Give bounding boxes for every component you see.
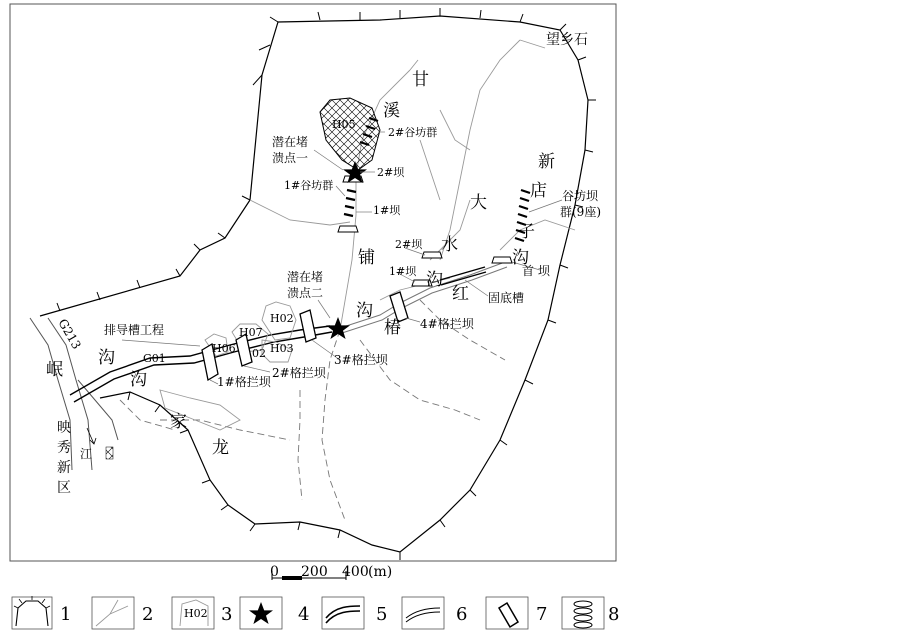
- h05-label: H05: [332, 118, 356, 131]
- scale-tick-400: 400: [342, 564, 369, 580]
- legend-number-1: 1: [60, 604, 72, 625]
- stream-hongchungou-char-1: 椿: [384, 318, 401, 338]
- legend-number-8: 8: [608, 604, 620, 625]
- stream-jialonggou-char-1: 家: [170, 412, 187, 432]
- check-group-xindian-label-a: 谷坊坝: [562, 189, 599, 203]
- blockage2-label-b: 溃点二: [287, 286, 324, 300]
- legend-number-6: 6: [456, 604, 468, 625]
- legend-number-4: 4: [298, 604, 310, 625]
- legend-number-7: 7: [536, 604, 548, 625]
- blockage-star-icon: [249, 602, 273, 624]
- h03-label: H03: [270, 342, 294, 355]
- watershed-boundary-icon: [16, 601, 48, 626]
- town-yingxiu-char-0: 映: [57, 420, 71, 436]
- stream-ganxigou-char-1: 溪: [383, 101, 400, 121]
- dam2-ganxi-label: 2#坝: [377, 166, 405, 179]
- blockage2-label-a: 潜在堵: [287, 270, 324, 284]
- g213-label: G213: [55, 316, 84, 352]
- legend-number-2: 2: [142, 604, 154, 625]
- scale-bar: [270, 564, 392, 580]
- stream-pugou-char-1: 沟: [356, 301, 373, 321]
- legend-number-3: 3: [221, 604, 233, 625]
- stream-hongchungou-char-0: 红: [452, 284, 469, 304]
- blockage1-label-b: 溃点一: [272, 151, 309, 165]
- check-group1-label: 1#谷坊群: [284, 179, 334, 192]
- stream-dashuigou-char-0: 大: [470, 193, 487, 213]
- town-yingxiu-char-3: 区: [57, 480, 71, 496]
- scale-tick-0: 0: [270, 564, 279, 580]
- stream-xindiangou-char-0: 新: [538, 152, 555, 172]
- grid-dam-icon: [499, 603, 518, 627]
- g01-label: G01: [143, 352, 166, 365]
- check-dam-group-icon: [574, 601, 592, 628]
- bridge-marker: [106, 447, 113, 459]
- grid-dam3-label: 3#格拦坝: [334, 353, 388, 367]
- scale-unit: (m): [368, 564, 393, 580]
- stream-dashuigou-char-1: 水: [441, 235, 458, 255]
- h07-label: H07: [239, 326, 263, 339]
- landslide-source-icon-text: H02: [184, 607, 208, 620]
- stream-xindiangou-char-1: 店: [530, 181, 547, 201]
- stream-ganxigou-char-0: 甘: [412, 70, 429, 90]
- stream-jialonggou-char-0: 沟: [130, 370, 147, 390]
- dam1-dashui-label: 1#坝: [389, 265, 417, 278]
- grid-dam1-label: 1#格拦坝: [217, 375, 271, 389]
- h06-label: H06: [212, 342, 236, 355]
- town-yingxiu-char-1: 秀: [57, 440, 71, 456]
- stream-dashuigou-char-2: 沟: [426, 270, 443, 290]
- ground-sill-label: 固底槽: [488, 291, 525, 305]
- diversion-channel-icon: [326, 606, 360, 623]
- scale-tick-200: 200: [301, 564, 328, 580]
- stream-pugou-char-0: 铺: [358, 248, 375, 268]
- stream-mingou-char-1: 沟: [98, 348, 115, 368]
- stream-xindiangou-char-2: 子: [518, 222, 535, 242]
- dam1-ganxi-label: 1#坝: [373, 204, 401, 217]
- stream-xindiangou-char-3: 沟: [512, 248, 529, 268]
- diversion-label: 排导槽工程: [104, 323, 165, 337]
- check-group2-label: 2#谷坊群: [388, 126, 438, 139]
- d02-label: 02: [252, 347, 266, 360]
- stream-mingou-char-0: 岷: [46, 360, 63, 380]
- flow-arrow-icon: [87, 428, 96, 444]
- grid-dam2-label: 2#格拦坝: [272, 366, 326, 380]
- legend: [12, 596, 619, 629]
- dam2-dashui-label: 2#坝: [395, 238, 423, 251]
- watershed-boundary: [40, 8, 596, 560]
- wangxiangshi-label: 望乡石: [546, 32, 588, 48]
- stream-jialonggou-char-2: 龙: [212, 438, 229, 458]
- ground-sill-icon: [406, 608, 440, 622]
- legend-number-5: 5: [376, 604, 388, 625]
- check-group-xindian-label-b: 群(9座): [560, 205, 601, 219]
- blockage1-label-a: 潜在堵: [272, 135, 309, 149]
- grid-dam4-label: 4#格拦坝: [420, 317, 474, 331]
- head-dam-label: 首 坝: [522, 264, 550, 278]
- town-yingxiu-char-2: 新: [57, 460, 71, 476]
- gully-line-icon: [96, 600, 128, 626]
- river-jiang-label: 江: [80, 447, 93, 461]
- landslide-h05: [320, 98, 380, 170]
- h02-label: H02: [270, 312, 294, 325]
